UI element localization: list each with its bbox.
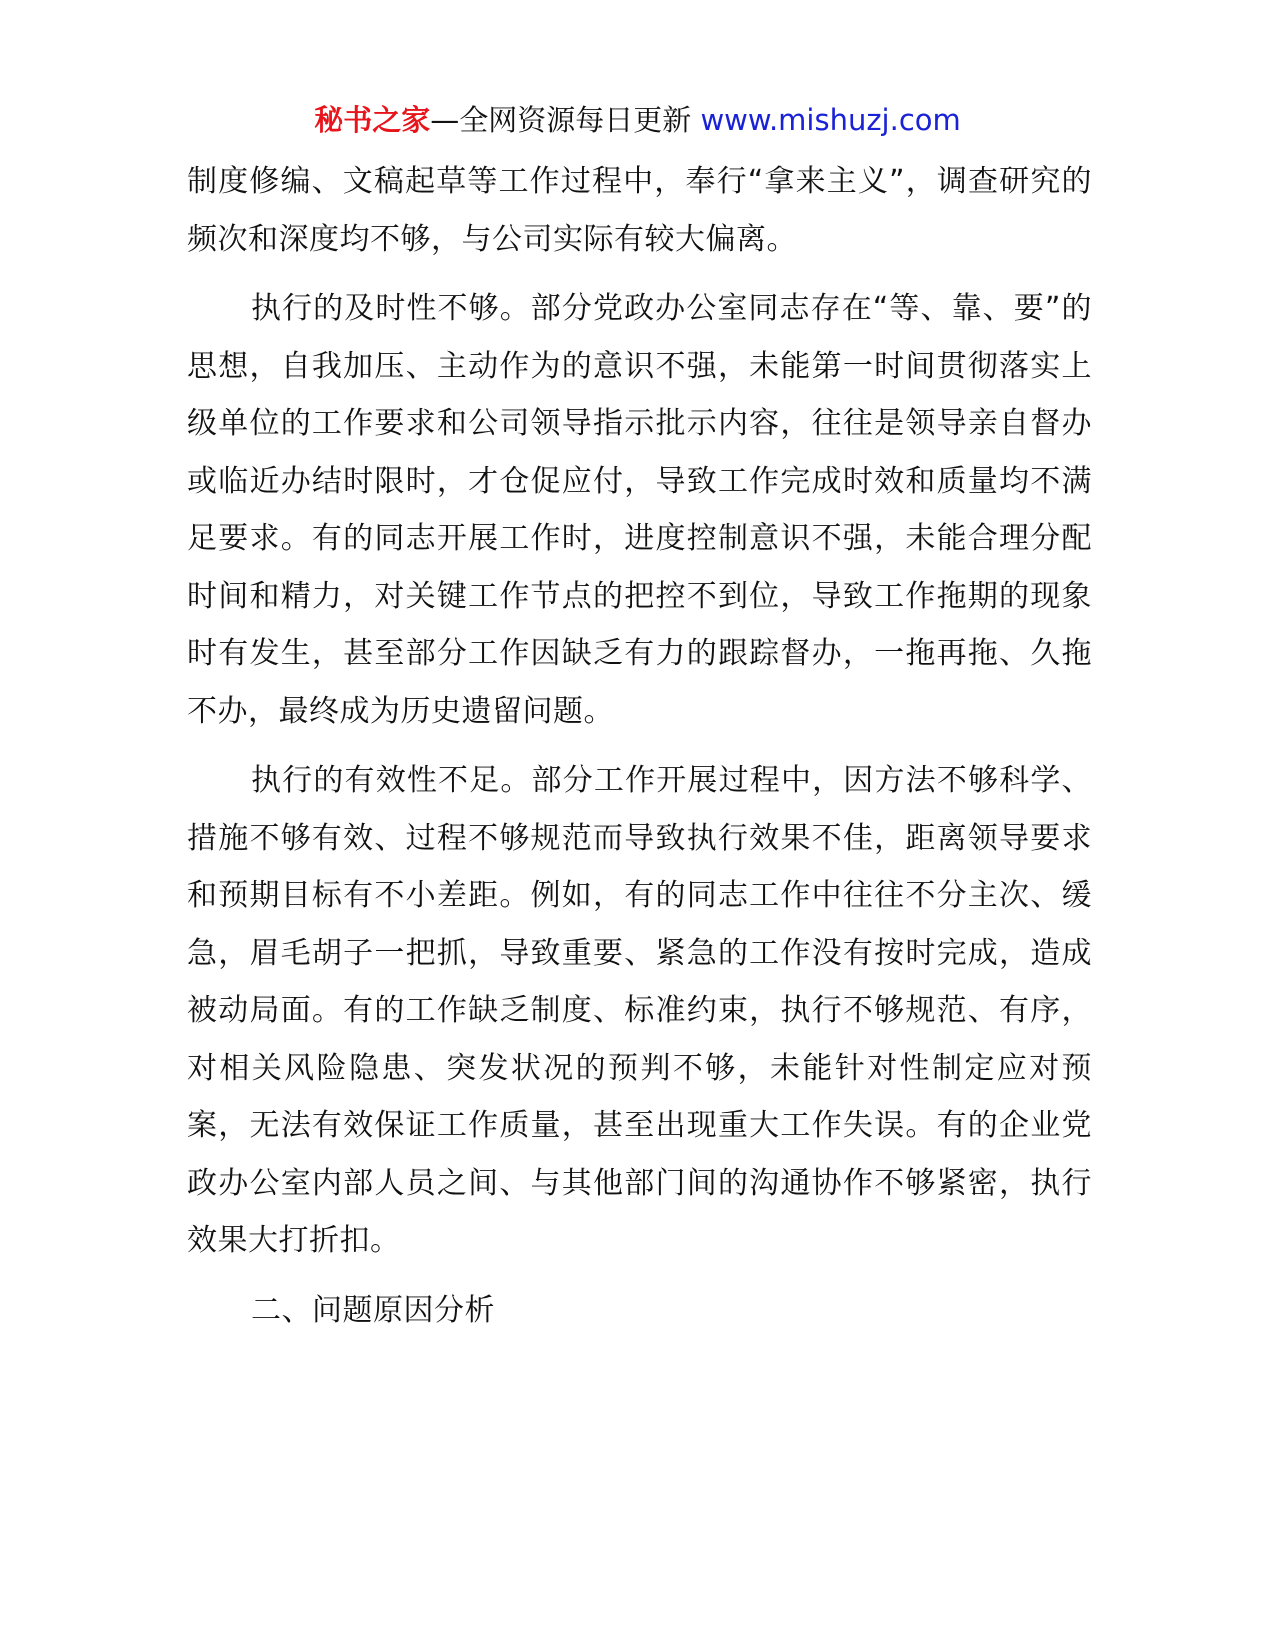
paragraph-effectiveness: 执行的有效性不足。部分工作开展过程中，因方法不够科学、措施不够有效、过程不够规范而导致执行效果不佳，距离领导要求和预期目标有不小差距。例如，有的同志工作中往往不分主次、缓急，眉毛胡子一把抓，导致重要、紧急的工作没有按时完成，造成被动局面。有的工作缺乏制度、标准约束，执行不够规范、有序，对相关风险隐患、突发状况的预判不够，未能针对性制定应对预案，无法有效保证工作质量，甚至出现重大工作失误。有的企业党政办公室内部人员之间、与其他部门间的沟通协作不够紧密，执行效果大打折扣。 — [187, 763, 1092, 1258]
paragraph-timeliness: 执行的及时性不够。部分党政办公室同志存在“等、靠、要”的思想，自我加压、主动作为的意识不强，未能第一时间贯彻落实上级单位的工作要求和公司领导指示批示内容，往往是领导亲自督办或临近办结时限时，才仓促应付，导致工作完成时效和质量均不满足要求。有的同志开展工作时，进度控制意识不强，未能合理分配时间和精力，对关键工作节点的把控不到位，导致工作拖期的现象时有发生，甚至部分工作因缺乏有力的跟踪督办，一拖再拖、久拖不办，最终成为历史遗留问题。 — [187, 291, 1092, 729]
header-tagline: —全网资源每日更新 — [430, 103, 692, 137]
header-brand: 秘书之家 — [314, 103, 431, 137]
section-heading: 二、问题原因分析 — [251, 1292, 495, 1328]
paragraph-continuation: 制度修编、文稿起草等工作过程中，奉行“拿来主义”，调查研究的频次和深度均不够，与公司实际有较大偏离。 — [187, 164, 1092, 257]
site-header — [0, 100, 1275, 140]
header-url-link[interactable]: www.mishuzj.com — [700, 103, 961, 137]
document-body — [187, 153, 1092, 1339]
